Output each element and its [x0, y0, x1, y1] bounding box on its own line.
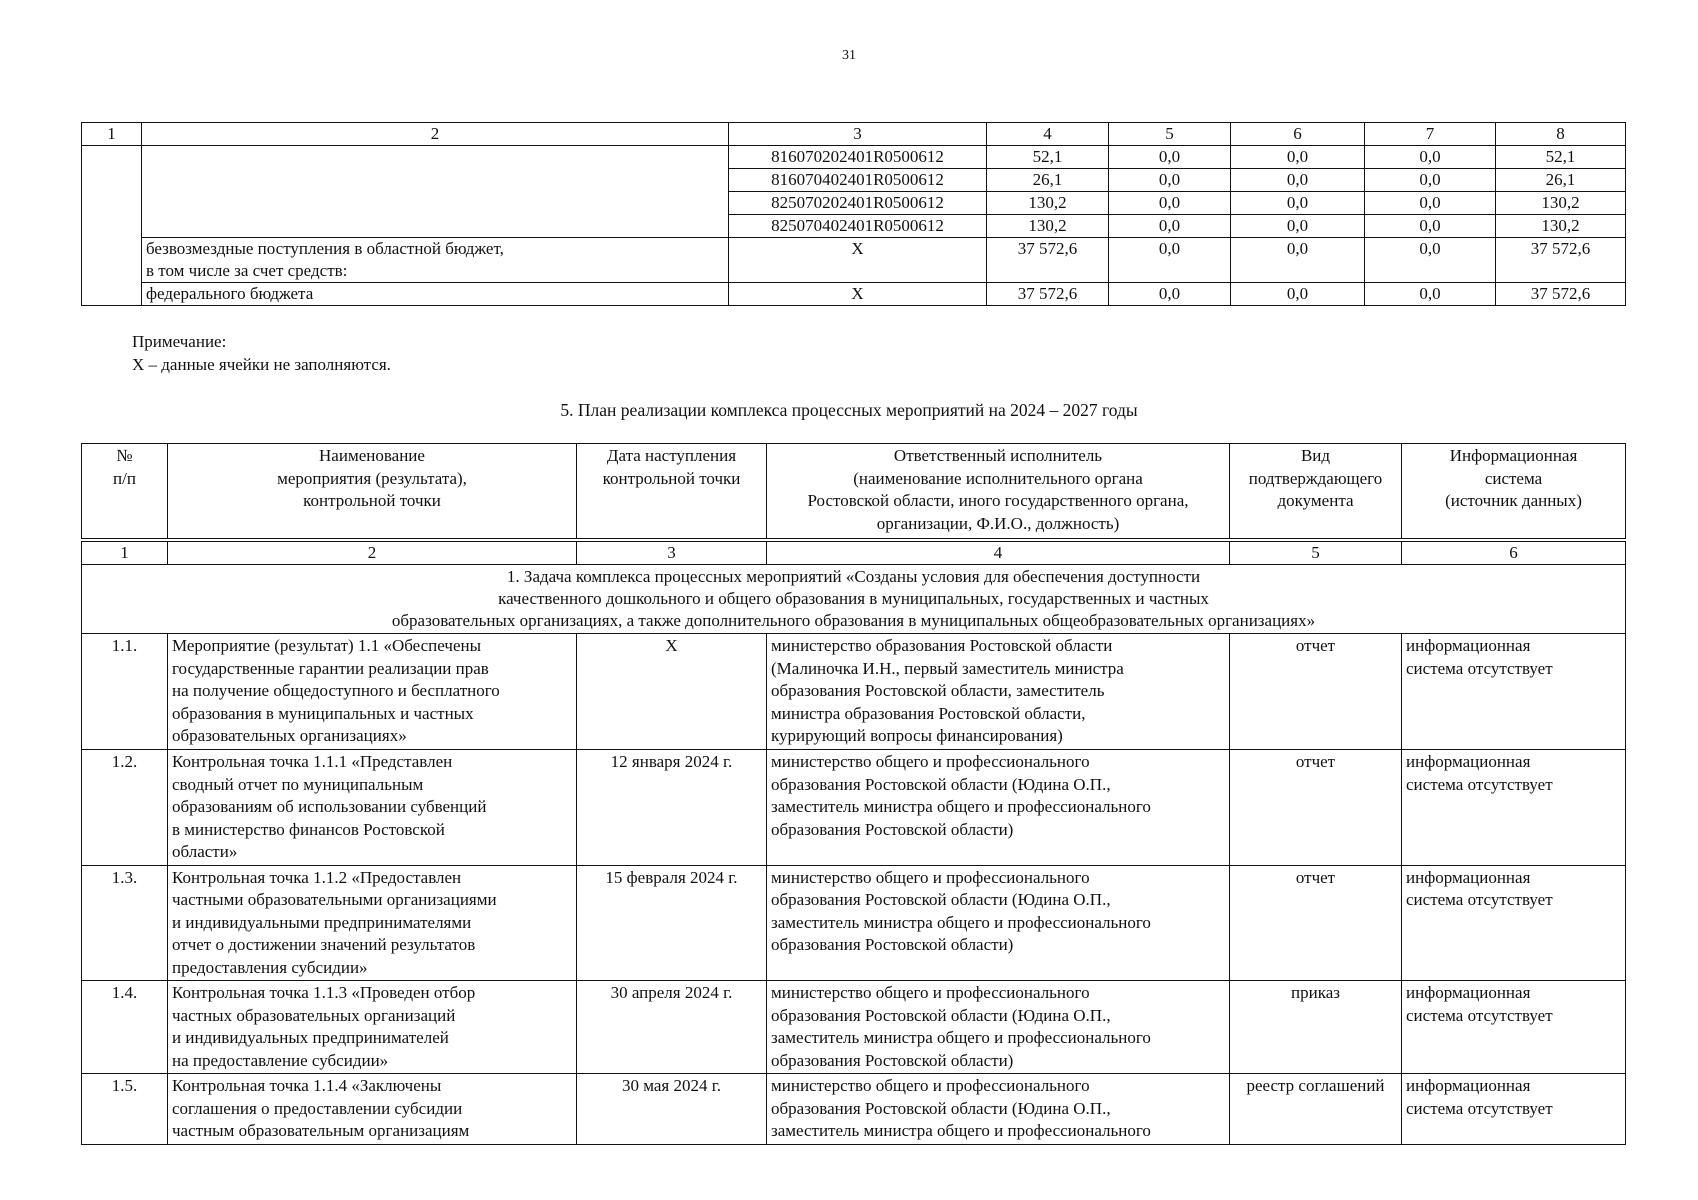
plan-row-number: 1.1. [82, 634, 168, 750]
plan-row-name: Контрольная точка 1.1.4 «Заключены соглашения о предоставлении субсидии частным образовательным организациям [168, 1074, 577, 1145]
budget-value: 52,1 [1496, 146, 1626, 169]
section-title: 5. План реализации комплекса процессных мероприятий на 2024 – 2027 годы [560, 400, 1138, 420]
budget-header-cell: 7 [1365, 123, 1496, 146]
plan-header-cell: № п/п [82, 444, 168, 541]
note-title: Примечание: [132, 332, 227, 351]
budget-header-cell: 1 [82, 123, 142, 146]
plan-row [82, 1074, 1626, 1145]
plan-row-name: Контрольная точка 1.1.2 «Предоставлен частными образовательными организациями и индивидуальными предпринимателями отчет о достижении значений результатов предоставления субсидии» [168, 865, 577, 981]
plan-row-number: 1.3. [82, 865, 168, 981]
budget-value: 0,0 [1365, 146, 1496, 169]
budget-empty-cell [142, 146, 729, 238]
plan-row-system: информационная система отсутствует [1402, 1074, 1626, 1145]
plan-row-doc: отчет [1230, 750, 1402, 866]
budget-value: 0,0 [1109, 192, 1231, 215]
plan-task-title: 1. Задача комплекса процессных мероприятий «Созданы условия для обеспечения доступности качественного дошкольного и общего образования в муниципальных, государственных и частных образовательных организациях, а также дополнительного образования в муниципальных общеобразовательных организациях» [82, 565, 1626, 634]
budget-code: 816070202401R0500612 [729, 146, 987, 169]
budget-value: 37 572,6 [987, 238, 1109, 283]
plan-row-system: информационная система отсутствует [1402, 634, 1626, 750]
plan-task-row [82, 565, 1626, 634]
budget-value: 0,0 [1231, 192, 1365, 215]
budget-value: 0,0 [1365, 238, 1496, 283]
budget-value: 0,0 [1109, 215, 1231, 238]
budget-value: 0,0 [1109, 169, 1231, 192]
budget-code: Х [729, 238, 987, 283]
plan-row-executor: министерство общего и профессионального образования Ростовской области (Юдина О.П., заместитель министра общего и профессионального образования Ростовской области) [767, 981, 1230, 1074]
plan-row-number: 1.5. [82, 1074, 168, 1145]
plan-row-number: 1.2. [82, 750, 168, 866]
plan-row-name: Контрольная точка 1.1.3 «Проведен отбор частных образовательных организаций и индивидуальных предпринимателей на предоставление субсидии» [168, 981, 577, 1074]
plan-header-cell: Дата наступления контрольной точки [577, 444, 767, 541]
plan-row-date: 12 января 2024 г. [577, 750, 767, 866]
plan-index-cell: 3 [577, 540, 767, 565]
plan-row-doc: отчет [1230, 865, 1402, 981]
budget-header-cell: 3 [729, 123, 987, 146]
budget-code: 825070402401R0500612 [729, 215, 987, 238]
plan-header-cell: Ответственный исполнитель (наименование исполнительного органа Ростовской области, иного государственного органа, организации, Ф.И.О., должность) [767, 444, 1230, 541]
plan-row [82, 865, 1626, 981]
budget-header-cell: 2 [142, 123, 729, 146]
budget-value: 52,1 [987, 146, 1109, 169]
page-number: 31 [842, 48, 856, 63]
plan-table-header-row [82, 444, 1626, 541]
note-text: Х – данные ячейки не заполняются. [132, 355, 391, 374]
budget-value: 0,0 [1231, 169, 1365, 192]
budget-value: 37 572,6 [1496, 238, 1626, 283]
plan-header-cell: Вид подтверждающего документа [1230, 444, 1402, 541]
plan-row-name: Мероприятие (результат) 1.1 «Обеспечены государственные гарантии реализации прав на получение общедоступного и бесплатного образования в муниципальных и частных образовательных организациях» [168, 634, 577, 750]
budget-value: 0,0 [1109, 238, 1231, 283]
budget-value: 0,0 [1365, 283, 1496, 306]
budget-value: 0,0 [1109, 146, 1231, 169]
budget-value: 130,2 [987, 192, 1109, 215]
plan-index-cell: 2 [168, 540, 577, 565]
budget-gratuitous-row [82, 238, 1626, 283]
budget-empty-cell [82, 146, 142, 306]
budget-table-header-row [82, 123, 1626, 146]
plan-row-number: 1.4. [82, 981, 168, 1074]
plan-row-system: информационная система отсутствует [1402, 865, 1626, 981]
plan-row-date: 30 мая 2024 г. [577, 1074, 767, 1145]
plan-index-cell: 4 [767, 540, 1230, 565]
plan-row-date: 15 февраля 2024 г. [577, 865, 767, 981]
budget-code: Х [729, 283, 987, 306]
budget-header-cell: 4 [987, 123, 1109, 146]
budget-value: 0,0 [1231, 146, 1365, 169]
budget-federal-row [82, 283, 1626, 306]
plan-row-date: Х [577, 634, 767, 750]
budget-code: 825070202401R0500612 [729, 192, 987, 215]
budget-row-label: федерального бюджета [142, 283, 729, 306]
plan-index-cell: 6 [1402, 540, 1626, 565]
budget-value: 0,0 [1365, 192, 1496, 215]
plan-header-cell: Наименование мероприятия (результата), контрольной точки [168, 444, 577, 541]
budget-code-row [82, 146, 1626, 169]
budget-value: 0,0 [1365, 169, 1496, 192]
budget-code: 816070402401R0500612 [729, 169, 987, 192]
plan-header-cell: Информационная система (источник данных) [1402, 444, 1626, 541]
budget-header-cell: 8 [1496, 123, 1626, 146]
budget-row-label: безвозмездные поступления в областной бюджет, в том числе за счет средств: [142, 238, 729, 283]
plan-table [81, 443, 1626, 1145]
plan-row-system: информационная система отсутствует [1402, 750, 1626, 866]
plan-row [82, 750, 1626, 866]
plan-row-doc: отчет [1230, 634, 1402, 750]
budget-value: 0,0 [1231, 215, 1365, 238]
plan-row [82, 981, 1626, 1074]
budget-value: 37 572,6 [987, 283, 1109, 306]
budget-value: 26,1 [987, 169, 1109, 192]
budget-value: 26,1 [1496, 169, 1626, 192]
budget-value: 0,0 [1231, 283, 1365, 306]
budget-value: 0,0 [1109, 283, 1231, 306]
plan-row-executor: министерство общего и профессионального образования Ростовской области (Юдина О.П., заместитель министра общего и профессионального [767, 1074, 1230, 1145]
budget-table [81, 122, 1626, 306]
budget-value: 130,2 [1496, 192, 1626, 215]
budget-value: 0,0 [1365, 215, 1496, 238]
plan-row-name: Контрольная точка 1.1.1 «Представлен сводный отчет по муниципальным образованиям об использовании субвенций в министерство финансов Ростовской области» [168, 750, 577, 866]
budget-header-cell: 6 [1231, 123, 1365, 146]
plan-row-doc: приказ [1230, 981, 1402, 1074]
budget-value: 37 572,6 [1496, 283, 1626, 306]
plan-row-executor: министерство образования Ростовской области (Малиночка И.Н., первый заместитель министра образования Ростовской области, заместитель министра образования Ростовской области, курирующий вопросы финансирования) [767, 634, 1230, 750]
plan-row-system: информационная система отсутствует [1402, 981, 1626, 1074]
plan-row-executor: министерство общего и профессионального образования Ростовской области (Юдина О.П., заместитель министра общего и профессионального образования Ростовской области) [767, 750, 1230, 866]
budget-value: 0,0 [1231, 238, 1365, 283]
plan-index-row [82, 540, 1626, 565]
plan-row [82, 634, 1626, 750]
plan-row-doc: реестр соглашений [1230, 1074, 1402, 1145]
budget-value: 130,2 [987, 215, 1109, 238]
plan-row-date: 30 апреля 2024 г. [577, 981, 767, 1074]
plan-row-executor: министерство общего и профессионального образования Ростовской области (Юдина О.П., заместитель министра общего и профессионального образования Ростовской области) [767, 865, 1230, 981]
plan-index-cell: 1 [82, 540, 168, 565]
plan-index-cell: 5 [1230, 540, 1402, 565]
budget-header-cell: 5 [1109, 123, 1231, 146]
budget-value: 130,2 [1496, 215, 1626, 238]
